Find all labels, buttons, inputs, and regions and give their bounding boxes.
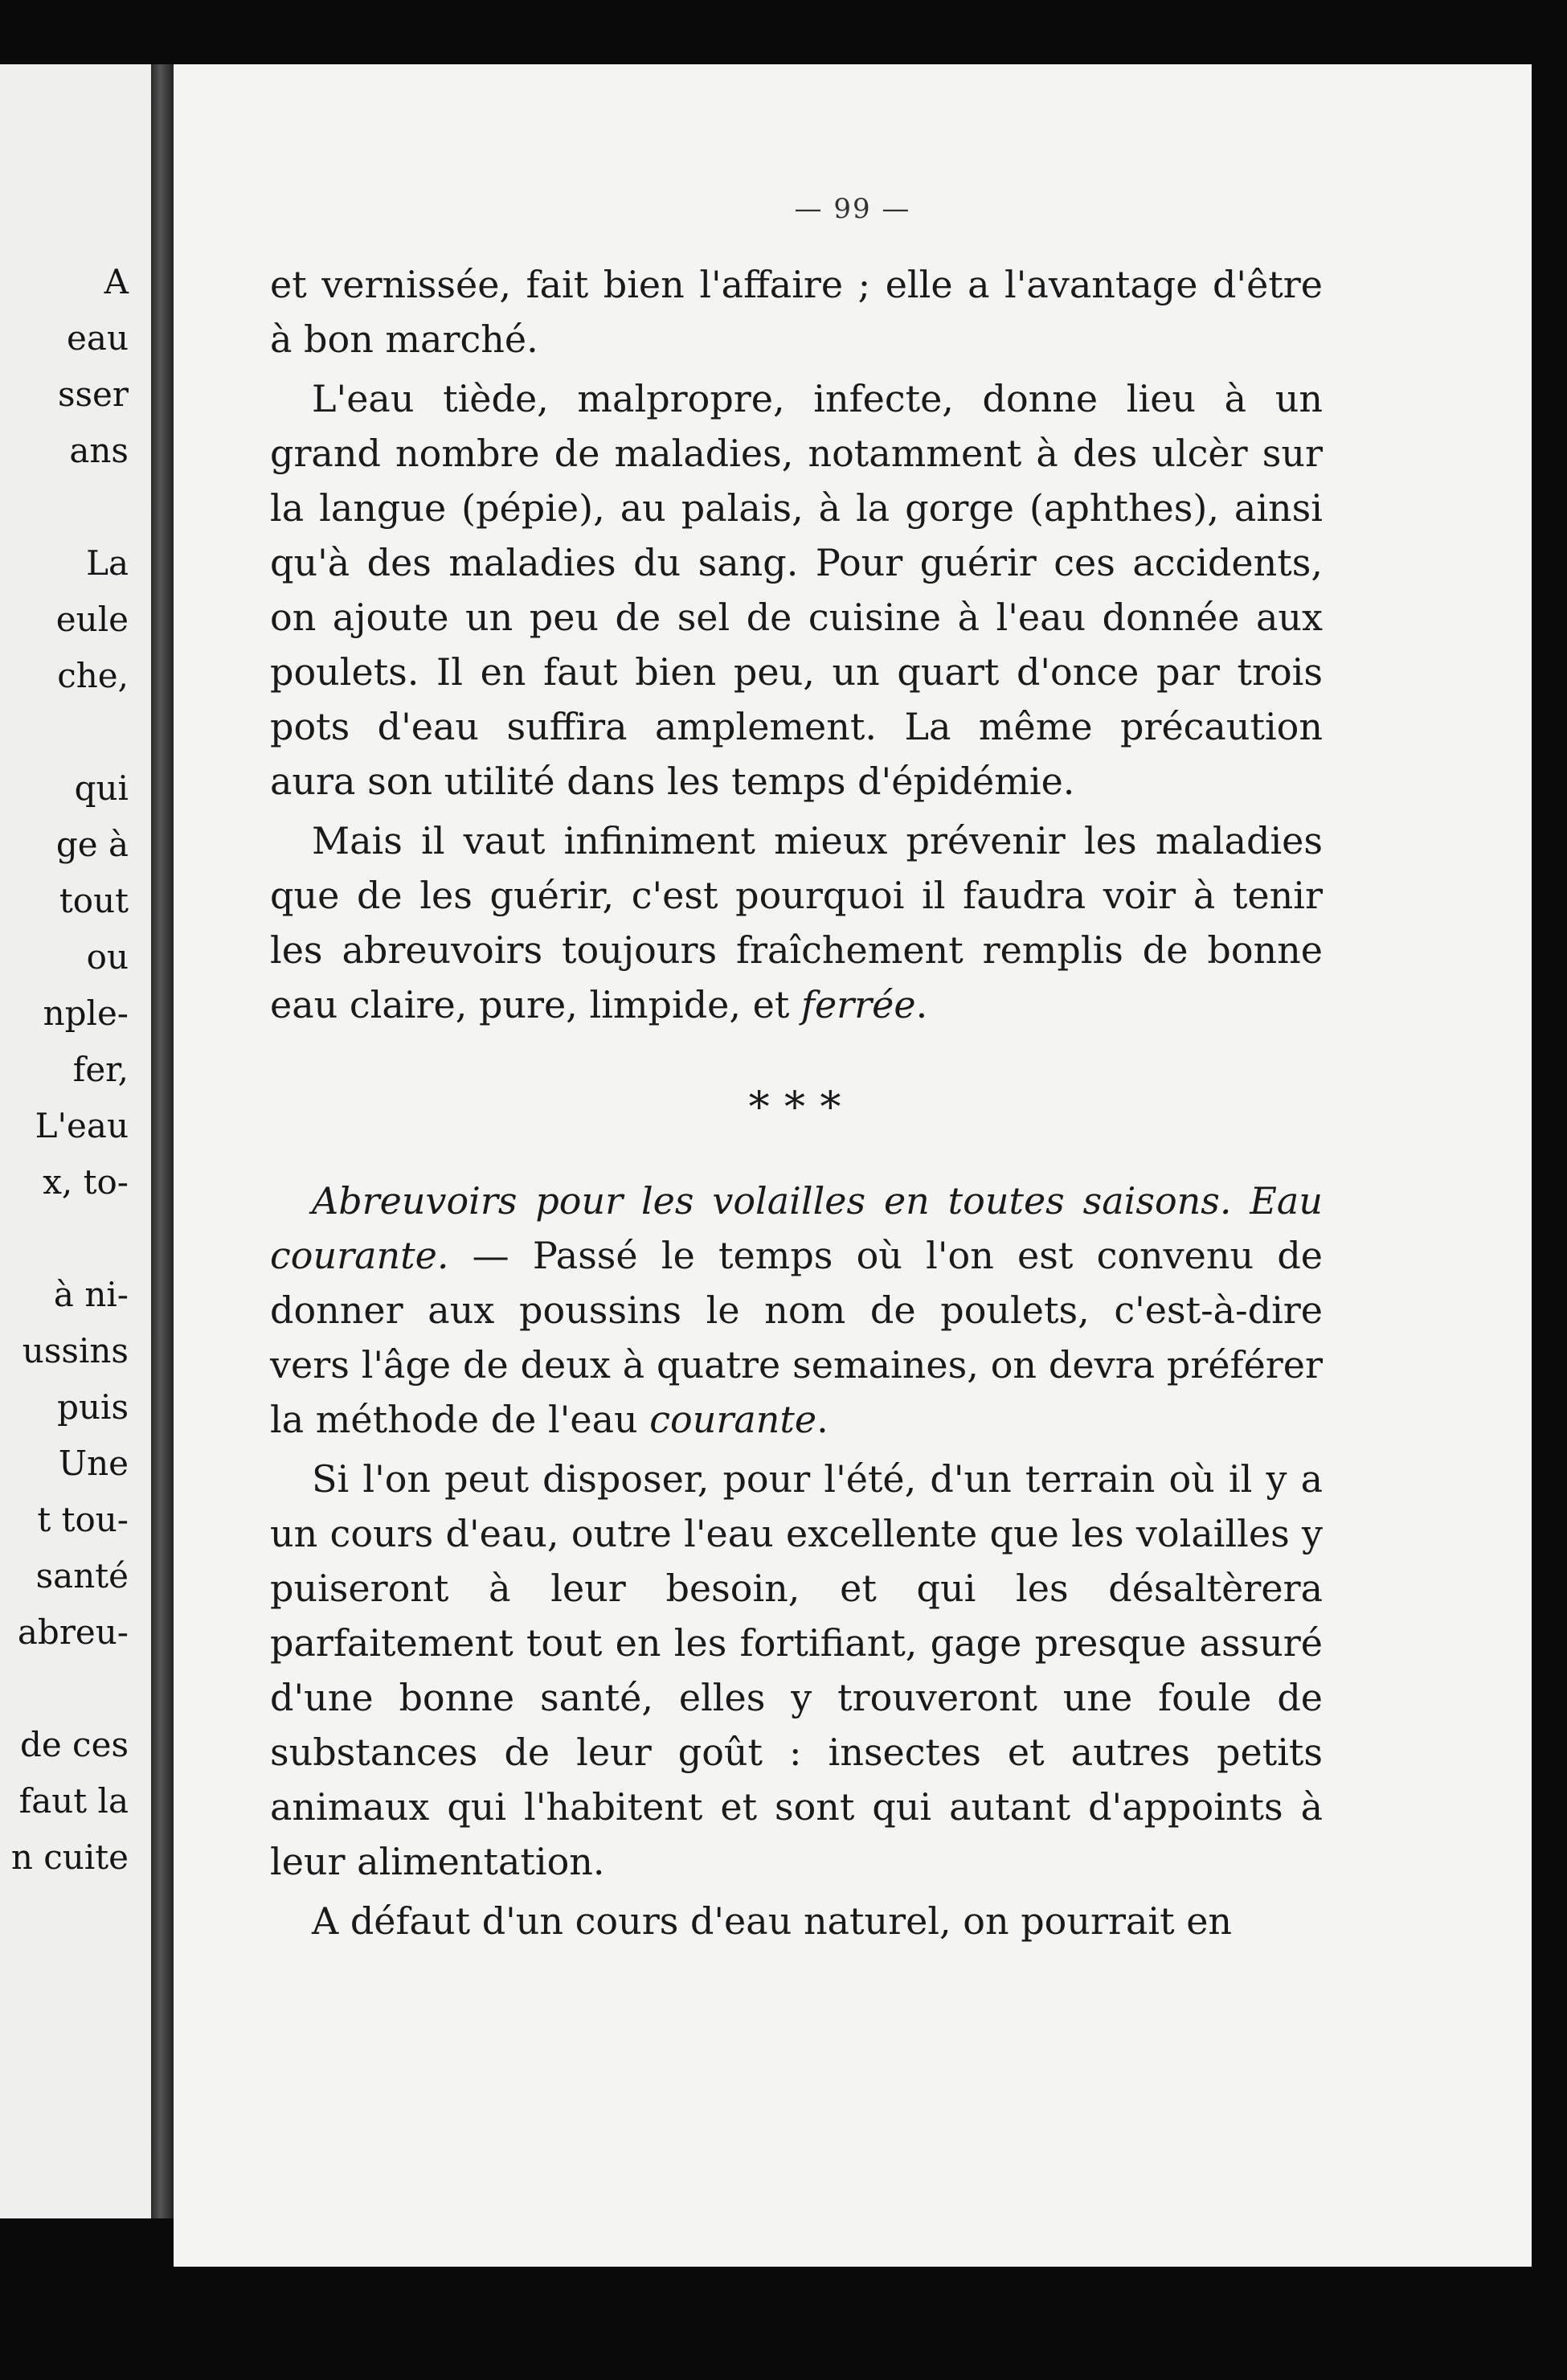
paragraph-3-end: . [915,983,928,1026]
left-page-fragment: ou [86,937,129,977]
paragraph-3 [270,813,1323,1032]
page-number: — 99 — [794,193,911,225]
left-page-fragment: t tou- [37,1500,129,1539]
left-page-fragment: x, to- [43,1162,129,1202]
left-page-fragment: abreu- [17,1612,129,1652]
section-heading-italic-word: courante [649,1398,817,1441]
left-page-fragment: de ces [19,1725,129,1764]
page-body [270,257,1323,1953]
left-page-fragment: che, [57,656,129,695]
left-page-fragment: L'eau [35,1106,129,1145]
paragraph-6: A défaut d'un cours d'eau naturel, on pourrait en [312,1899,1233,1943]
section-heading: Abreuvoirs pour les volailles en toutes saisons. Eau courante. [270,1179,1323,1277]
paragraph-1: et vernissée, fait bien l'affaire ; elle a l'avantage d'être à bon marché. [270,263,1323,361]
left-page-fragment: ge à [55,825,129,864]
left-page-fragment: ussins [22,1331,129,1370]
left-page-fragment: puis [57,1387,129,1427]
left-page-fragment: eule [55,600,129,639]
left-page-fragment: fer, [72,1050,129,1089]
book-binding [151,64,174,2218]
previous-page-edge [0,64,161,2218]
left-page-fragment: Une [58,1444,129,1483]
left-page-fragment: ans [69,431,129,470]
paragraph-2: L'eau tiède, malpropre, infecte, donne lieu à un grand nombre de maladies, notamment à des ulcèr sur la langue (pépie), au palais, à la gorge (aphthes), ainsi qu'à des maladies du sang. Pour guérir ces accidents, on ajoute un peu de sel de cuisine à l'eau donnée aux poulets. Il en faut bien peu, un quart d'once par trois pots d'eau suffira amplement. La même précaution aura son utilité dans les temps d'épidémie. [270,377,1323,803]
left-page-fragment: nple- [43,993,129,1033]
left-page-fragment: sser [57,375,129,414]
left-page-fragment: n cuite [10,1837,129,1877]
section-ornament: * * * [748,1083,845,1132]
section-heading-paragraph [270,1174,1323,1447]
left-page-fragment: faut la [18,1781,129,1821]
left-page-fragment: tout [59,881,129,920]
left-page-fragment: La [86,543,129,583]
book-page [174,64,1532,2267]
paragraph-5: Si l'on peut disposer, pour l'été, d'un terrain où il y a un cours d'eau, outre l'eau excellente que les volailles y puiseront à leur besoin, et qui les désaltèrera parfaitement tout en les fortifiant, gage presque assuré d'une bonne santé, elles y trouveront une foule de substances de leur goût : insectes et autres petits animaux qui l'habitent et sont qui autant d'appoints à leur alimentation. [270,1457,1323,1883]
left-page-fragment: A [104,262,129,301]
left-page-fragment: qui [74,768,129,808]
left-page-fragment: santé [35,1556,129,1596]
section-heading-text: — Passé le temps où l'on est convenu de donner aux poussins le nom de poulets, c'est-à-dire vers l'âge de deux à quatre semaines, on devra préférer la méthode de l'eau [270,1234,1323,1441]
left-page-fragment: à ni- [53,1275,129,1314]
section-heading-end: . [816,1398,829,1441]
left-page-fragment: eau [67,318,129,358]
paragraph-3-italic: ferrée [800,983,916,1026]
paragraph-3-text: Mais il vaut infiniment mieux prévenir les maladies que de les guérir, c'est pourquoi il faudra voir à tenir les abreuvoirs toujours fraîchement remplis de bonne eau claire, pure, limpide, et [270,819,1323,1026]
